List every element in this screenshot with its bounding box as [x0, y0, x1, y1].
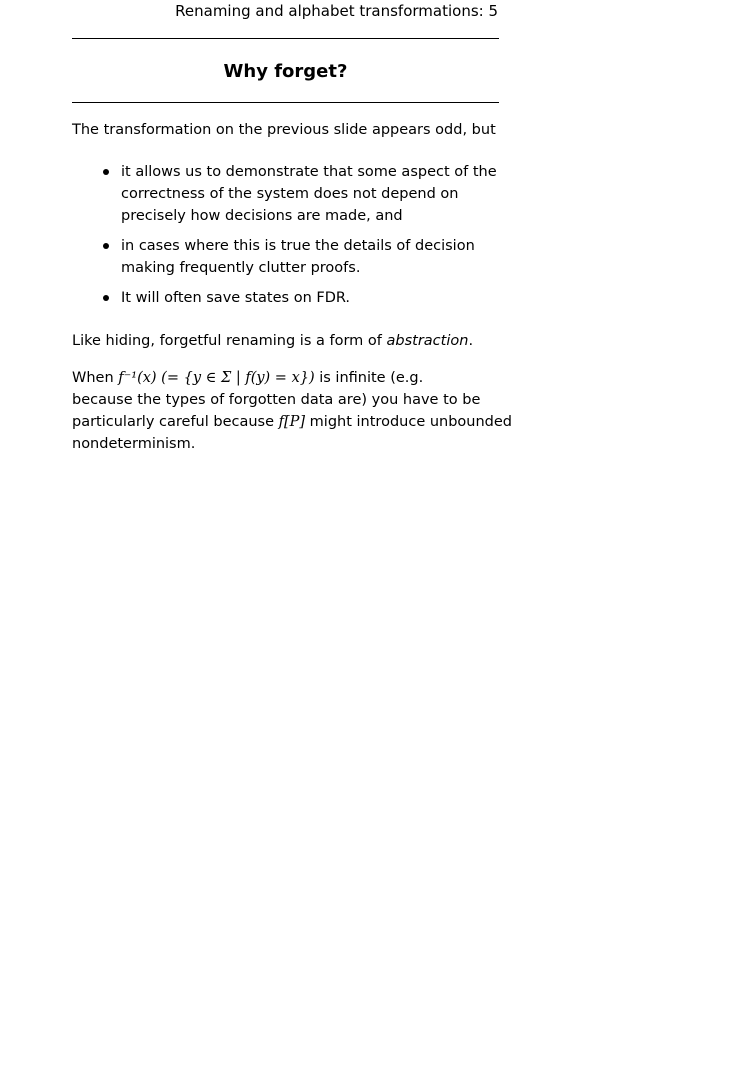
title-rule [72, 102, 499, 103]
when-line-2: because the types of forgotten data are) you have to be [72, 392, 481, 408]
when-line-4: nondeterminism. [72, 436, 196, 452]
slide-header: Renaming and alphabet transformations: 5 [175, 2, 498, 20]
text: is infinite (e.g. [314, 370, 424, 386]
math-inverse-set: f⁻¹(x) (= {y ∈ Σ | f(y) = x}) [118, 370, 315, 386]
math-fP: f[P] [278, 414, 306, 430]
text: might introduce unbounded [305, 414, 513, 430]
text: . [468, 333, 474, 349]
bullet-2-line-1: in cases where this is true the details of decision [121, 238, 475, 254]
bullet-icon [103, 169, 109, 175]
bullet-1-line-2: correctness of the system does not depend on [121, 186, 459, 202]
text: When [72, 370, 119, 386]
top-rule [72, 38, 499, 39]
when-line-1 [72, 367, 512, 389]
text: Like hiding, forgetful renaming is a form of [72, 333, 387, 349]
bullet-3-line-1: It will often save states on FDR. [121, 290, 351, 306]
bullet-1-line-3: precisely how decisions are made, and [121, 208, 403, 224]
abstraction-paragraph [72, 330, 512, 352]
bullet-icon [103, 295, 109, 301]
intro-text: The transformation on the previous slide appears odd, but [72, 122, 496, 138]
slide-title: Why forget? [223, 61, 348, 82]
when-line-3 [72, 411, 512, 433]
text: particularly careful because [72, 414, 279, 430]
bullet-1-line-1: it allows us to demonstrate that some aspect of the [121, 164, 497, 180]
bullet-2-line-2: making frequently clutter proofs. [121, 260, 361, 276]
emphasis: abstraction [386, 333, 469, 349]
bullet-icon [103, 243, 109, 249]
